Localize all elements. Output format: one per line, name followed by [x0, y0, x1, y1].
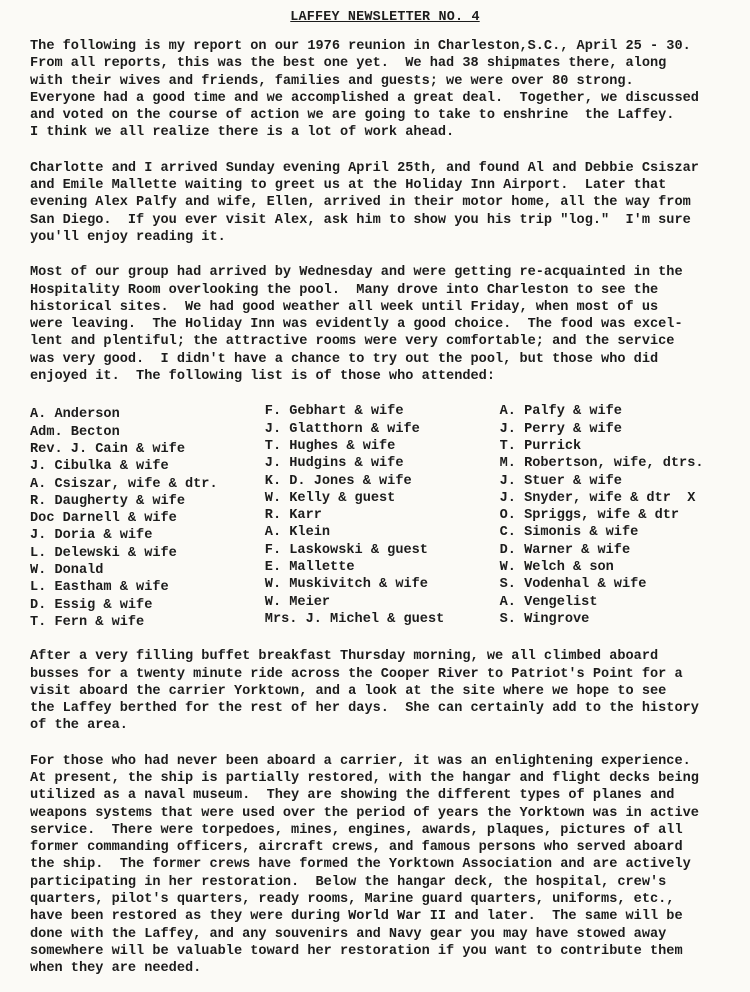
- paragraph-yorktown-visit: After a very filling buffet breakfast Thursday morning, we all climbed aboard busses for a twenty minute ride across the Cooper River to Patriot's Point for a visit aboard the carrier Yorktown, and a look at the site where we hope to see the Laffey berthed for the rest of her days. She can certainly add to the history of the area.: [30, 649, 699, 734]
- newsletter-title: LAFFEY NEWSLETTER NO. 4: [290, 10, 480, 25]
- attendee-name: D. Warner & wife: [499, 542, 631, 558]
- attendee-name: W. Donald: [30, 563, 104, 579]
- attendee-name: A. Anderson: [30, 407, 120, 423]
- attendee-name: J. Hudgins & wife: [264, 456, 404, 472]
- attendee-name: J. Stuer & wife: [499, 473, 622, 489]
- attendee-name: W. Kelly & guest: [264, 490, 396, 506]
- attendee-name: D. Essig & wife: [30, 597, 153, 613]
- attendee-name: J. Snyder, wife & dtr X: [499, 490, 696, 506]
- paragraph-reunion-report: The following is my report on our 1976 reunion in Charleston,S.C., April 25 - 30. From all reports, this was the best one yet. We had 38 shipmates there, along with their wives and friends, families and guests; we were over 80 strong. Everyone had a good time and we accomplished a great deal. Together, we discussed and voted on the course of action we are going to take to enshrine the Laffey. I think we all realize there is a lot of work ahead.: [30, 39, 699, 141]
- attendee-name: T. Purrick: [499, 438, 582, 454]
- attendee-name: S. Wingrove: [499, 611, 590, 627]
- attendee-column-1: [30, 406, 265, 631]
- attendee-name: A. Palfy & wife: [499, 404, 622, 420]
- attendee-name: Doc Darnell & wife: [30, 511, 177, 527]
- attendee-name: F. Gebhart & wife: [264, 404, 404, 420]
- attendee-name: L. Eastham & wife: [30, 580, 169, 596]
- attendee-name: S. Vodenhal & wife: [499, 577, 647, 593]
- attendee-name: A. Vengelist: [499, 594, 598, 610]
- attendee-name: Adm. Becton: [30, 424, 120, 440]
- paragraph-arrival: Charlotte and I arrived Sunday evening April 25th, and found Al and Debbie Csiszar and Emile Mallette waiting to greet us at the Holiday Inn Airport. Later that evening Alex Palfy and wife, Ellen, arrived in their motor home, all the way from San Diego. If you ever visit Alex, ask him to show you his trip "log." I'm sure you'll enjoy reading it.: [30, 160, 699, 245]
- attendee-name: J. Cibulka & wife: [30, 459, 169, 475]
- attendee-list: [30, 403, 720, 631]
- attendee-name: T. Hughes & wife: [264, 438, 396, 454]
- attendee-name: F. Laskowski & guest: [264, 542, 428, 558]
- attendee-name: Mrs. J. Michel & guest: [264, 611, 445, 627]
- attendee-name: W. Meier: [264, 594, 331, 610]
- attendee-name: T. Fern & wife: [30, 614, 145, 630]
- attendee-name: R. Karr: [264, 508, 322, 524]
- attendee-name: O. Spriggs, wife & dtr: [499, 508, 680, 524]
- attendee-name: E. Mallette: [264, 560, 355, 576]
- attendee-name: C. Simonis & wife: [499, 525, 639, 541]
- attendee-name: J. Glatthorn & wife: [264, 421, 420, 437]
- attendee-name: M. Robertson, wife, dtrs.: [499, 456, 704, 472]
- attendee-name: J. Perry & wife: [499, 421, 622, 437]
- attendee-column-3: [500, 403, 720, 631]
- attendee-name: L. Delewski & wife: [30, 545, 177, 561]
- attendee-column-2: [265, 403, 500, 631]
- attendee-name: R. Daugherty & wife: [30, 493, 185, 509]
- attendee-name: A. Klein: [264, 525, 331, 541]
- paragraph-hospitality: Most of our group had arrived by Wednesday and were getting re-acquainted in the Hospitality Room overlooking the pool. Many drove into Charleston to see the historical sites. We had good weather all week until Friday, when most of us were leaving. The Holiday Inn was evidently a good choice. The food was excel- lent and plentiful; the attractive rooms were very comfortable; and the service was very good. I didn't have a chance to try out the pool, but those who did enjoyed it. The following list is of those who attended:: [30, 265, 683, 385]
- attendee-name: J. Doria & wife: [30, 528, 153, 544]
- attendee-name: W. Muskivitch & wife: [264, 577, 428, 593]
- attendee-name: W. Welch & son: [499, 560, 614, 576]
- attendee-name: A. Csiszar, wife & dtr.: [30, 476, 218, 492]
- paragraph-carrier-museum: For those who had never been aboard a carrier, it was an enlightening experience. At present, the ship is partially restored, with the hangar and flight decks being utilized as a naval museum. They are showing the different types of planes and weapons systems that were used over the period of years the Yorktown was in active service. There were torpedoes, mines, engines, awards, plaques, pictures of all former commanding officers, aircraft crews, and famous persons who served aboard the ship. The former crews have formed the Yorktown Association and are actively participating in her restoration. Below the hangar deck, the hospital, crew's quarters, pilot's quarters, ready rooms, Marine guard quarters, uniforms, etc., have been restored as they were during World War II and later. The same will be done with the Laffey, and any souvenirs and Navy gear you may have stowed away somewhere will be valuable toward her restoration if you want to contribute them when they are needed.: [30, 753, 699, 977]
- attendee-name: Rev. J. Cain & wife: [30, 441, 185, 457]
- attendee-name: K. D. Jones & wife: [264, 473, 412, 489]
